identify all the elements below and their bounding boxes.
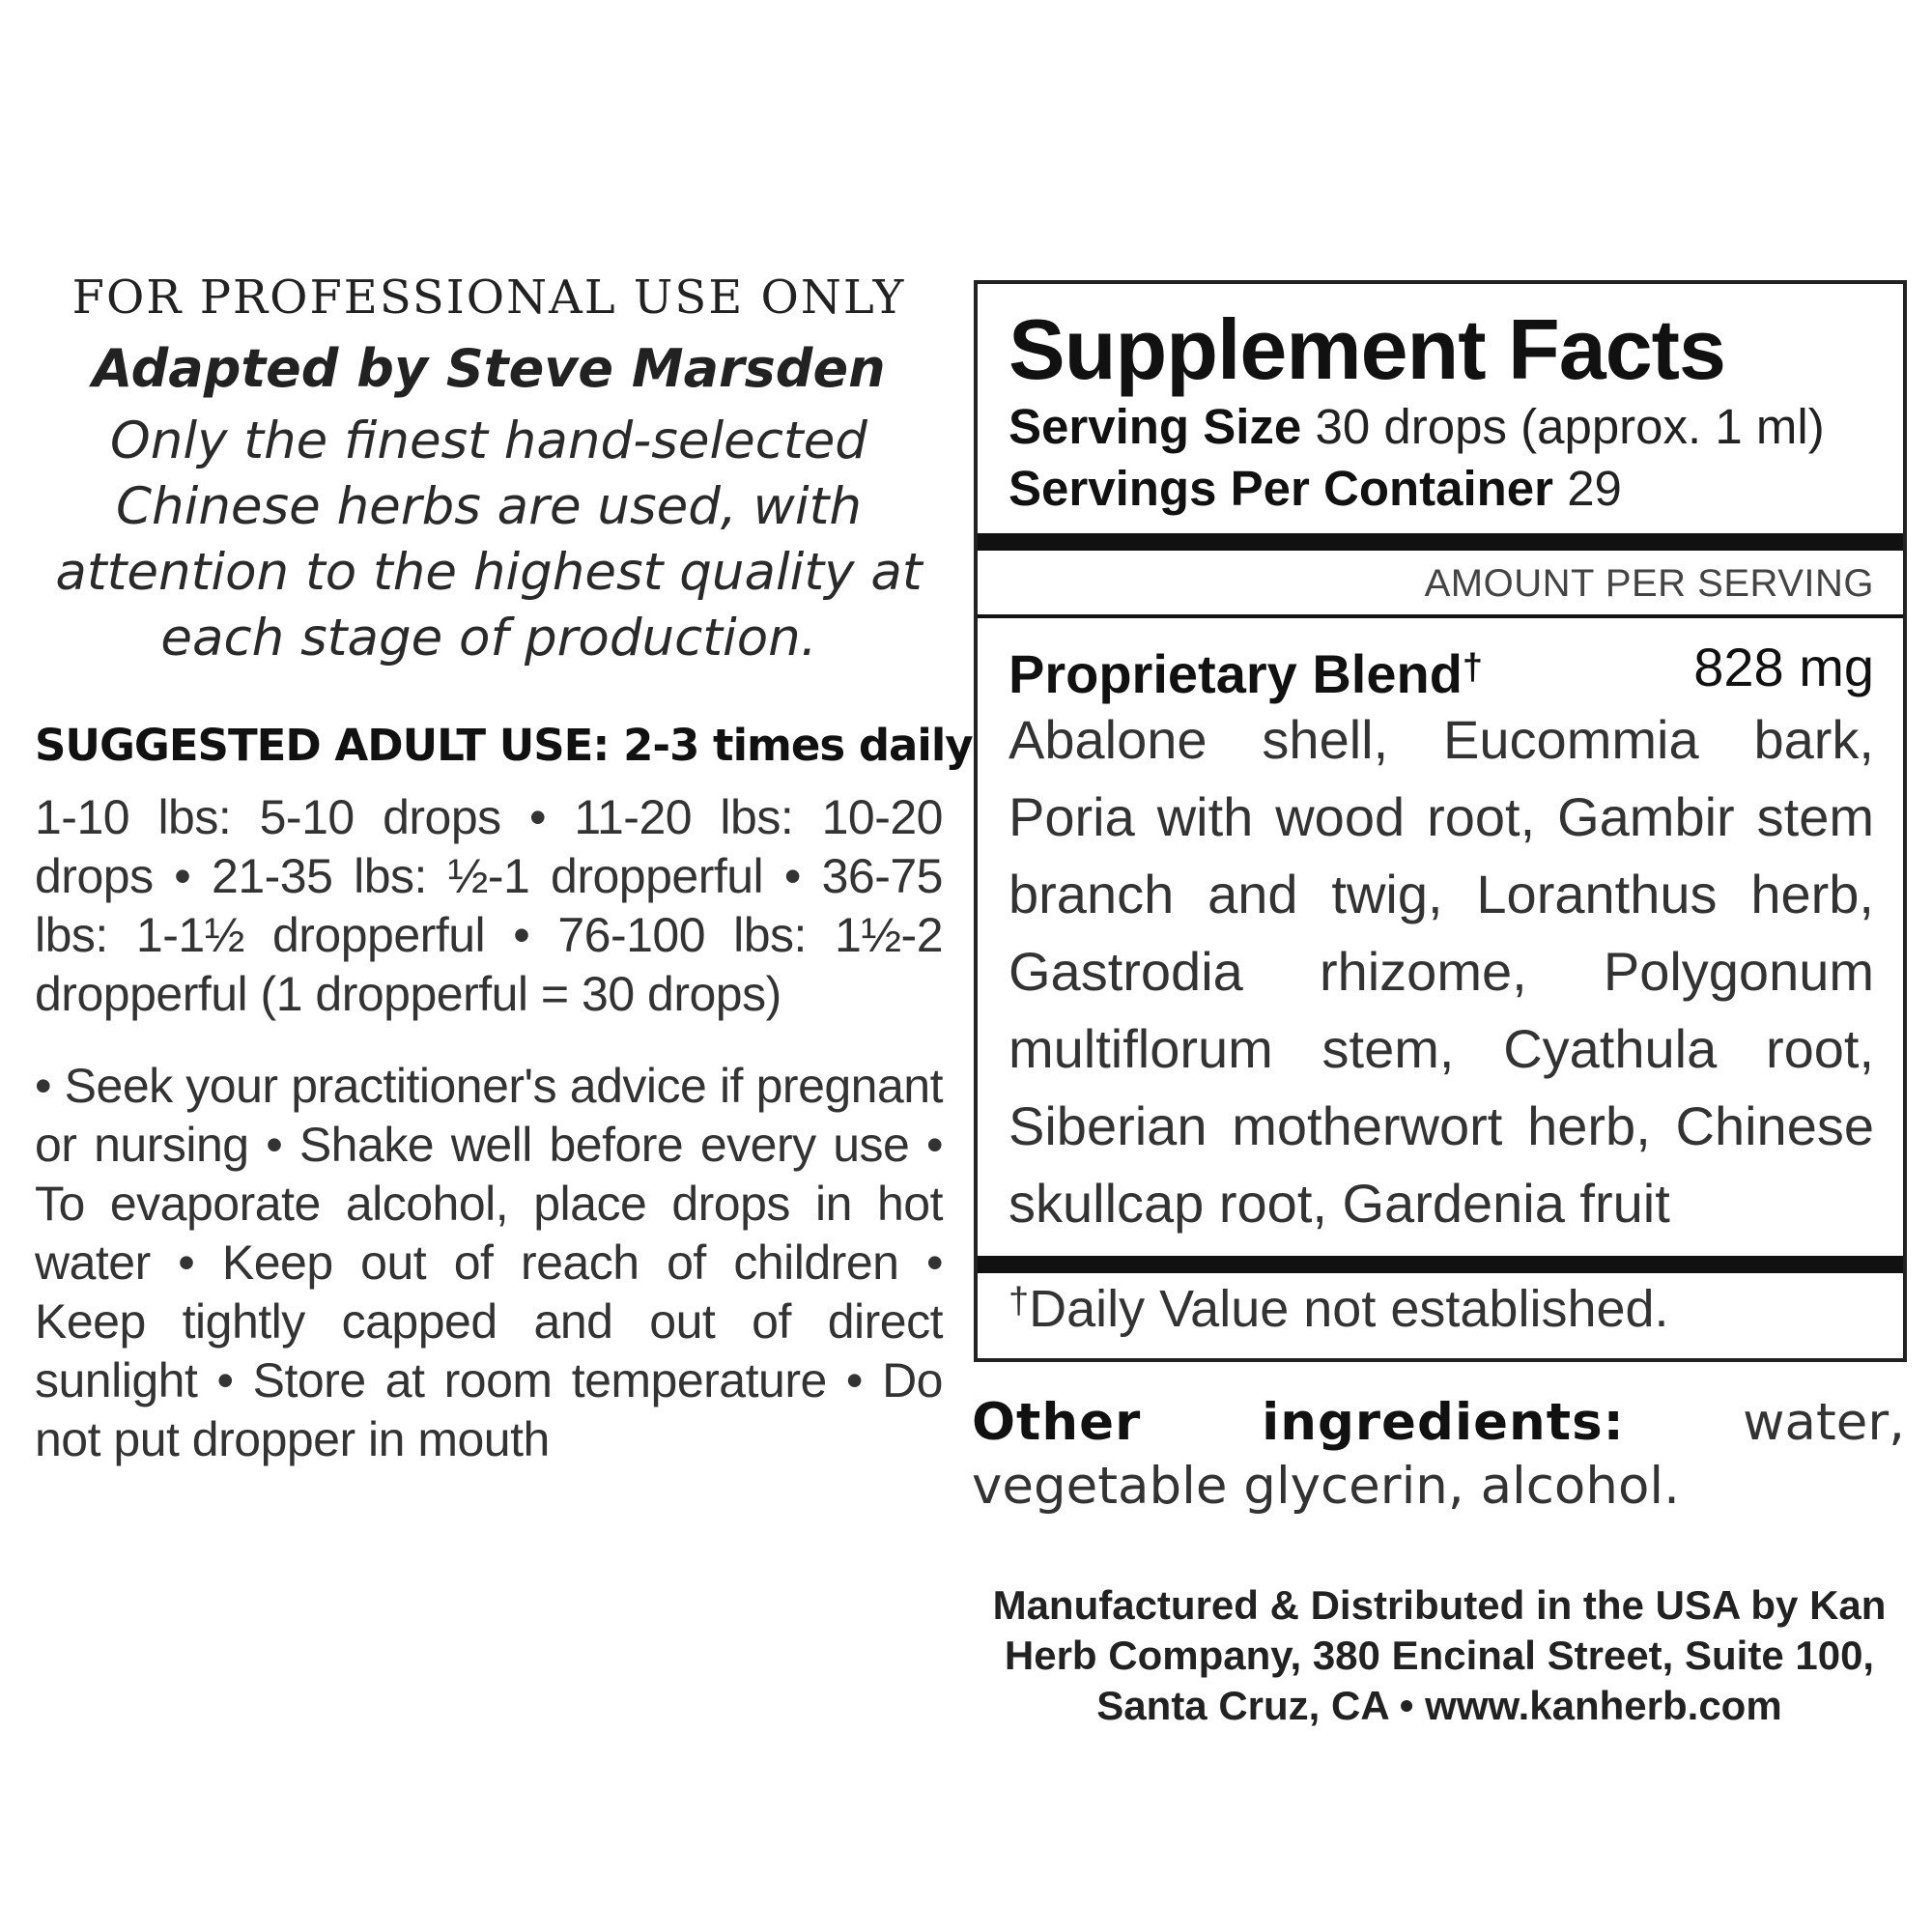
blend-name-group <box>1009 634 1483 708</box>
thick-divider-bottom <box>978 1256 1903 1273</box>
blend-amount: 828 mg <box>1693 637 1874 697</box>
serving-size-value: 30 drops (approx. 1 ml) <box>1315 399 1825 454</box>
dv-note-text: Daily Value not established. <box>1029 1280 1669 1338</box>
manufacturer-line-3: Santa Cruz, CA • www.kanherb.com <box>1096 1683 1782 1728</box>
manufacturer-info <box>985 1580 1893 1731</box>
other-ingredients <box>972 1391 1905 1519</box>
left-column <box>35 270 973 1502</box>
serving-size-label: Serving Size <box>1009 399 1302 454</box>
quality-tagline: Only the finest hand-selected Chinese herbs are used, with attention to the highest quality at each stage of production. <box>55 412 923 668</box>
supplement-facts-panel <box>974 280 1907 1362</box>
blend-ingredients: Abalone shell, Eucommia bark, Poria with wood root, Gambir stem branch and twig, Loranthus herb, Gastrodia rhizome, Polygonum multiflorum stem, Cyathula root, Siberian motherwort herb, Chinese skullcap root, Gardenia fruit <box>1009 709 1874 1234</box>
thick-divider-top <box>978 533 1903 551</box>
manufacturer-line-2: Herb Company, 380 Encinal Street, Suite 100, <box>1004 1633 1875 1678</box>
blend-name: Proprietary Blend <box>1009 643 1463 704</box>
proprietary-blend-row <box>1009 634 1874 708</box>
amount-per-serving-header: AMOUNT PER SERVING <box>1424 562 1874 605</box>
daily-value-note <box>1009 1279 1669 1339</box>
dv-dagger: † <box>1009 1281 1030 1321</box>
warnings-text: • Seek your practitioner's advice if pregnant or nursing • Shake well before every use • To evaporate alcohol, place drops in hot water • Keep out of reach of children • Keep tightly capped and out of direct sunlight • Store at room temperature • Do not put dropper in mouth <box>35 1059 943 1466</box>
supplement-facts-title: Supplement Facts <box>1009 301 1725 397</box>
adapted-by-line: Adapted by Steve Marsden <box>92 338 886 399</box>
professional-use-heading: FOR PROFESSIONAL USE ONLY <box>71 270 906 325</box>
servings-per-container-line <box>1009 458 1903 520</box>
other-ingredients-label: Other ingredients: <box>972 1393 1625 1452</box>
manufacturer-line-1: Manufactured & Distributed in the USA by Kan <box>992 1582 1887 1628</box>
servings-per-container-label: Servings Per Container <box>1009 461 1554 516</box>
dosage-text: 1-10 lbs: 5-10 drops • 11-20 lbs: 10-20 drops • 21-35 lbs: ½-1 dropperful • 36-75 lbs: 1-1½ dropperful • 76-100 lbs: 1½-2 dropperful (1 dropperful = 30 drops) <box>35 790 943 1021</box>
thin-divider <box>978 614 1903 618</box>
other-ingredients-value: water, vegetable glycerin, alcohol. <box>972 1393 1905 1516</box>
servings-per-container-value: 29 <box>1567 461 1622 516</box>
serving-size-line <box>1009 396 1903 458</box>
suggested-use-heading: SUGGESTED ADULT USE: 2-3 times daily <box>35 720 973 771</box>
blend-dagger: † <box>1462 647 1484 688</box>
